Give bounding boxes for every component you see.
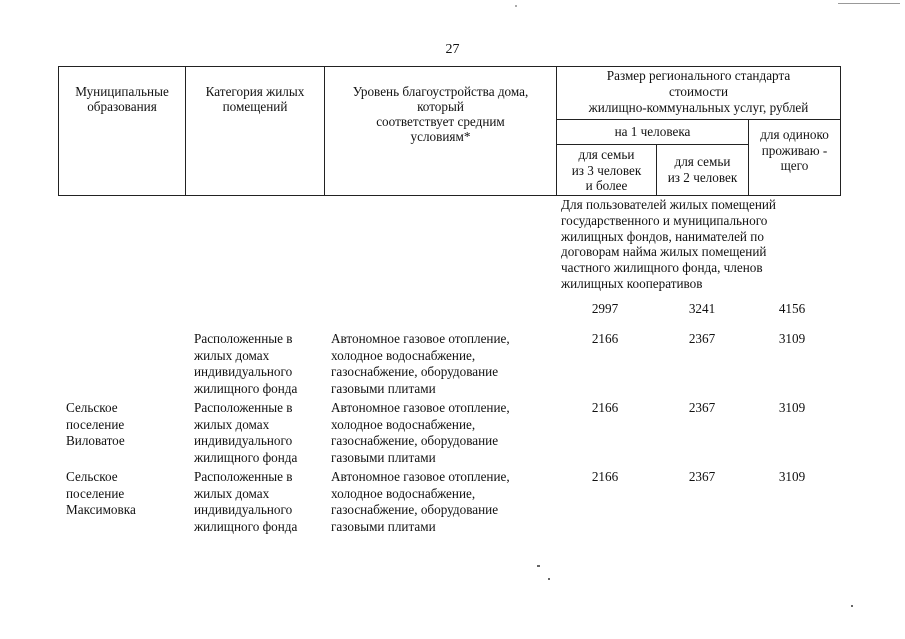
row-level: Автономное газовое отопление, холодное водоснабжение, газоснабжение, оборудование газовыми плитами	[331, 469, 510, 534]
row-municipality: Сельское поселение Максимовка	[66, 469, 136, 517]
header-standard-size: Размер регионального стандарта стоимости жилищно-коммунальных услуг, рублей	[588, 68, 809, 115]
section-value-single: 4156	[778, 301, 806, 316]
section-note: Для пользователей жилых помещений государственного и муниципального жилищных фондов, нанимателей по договорам найма жилых помещений частного жилищного фонда, членов жилищных кооперативов	[561, 197, 776, 291]
row-value-family3: 2166	[591, 469, 619, 484]
table-divider	[556, 119, 840, 120]
scan-speck	[548, 578, 550, 580]
row-value-family2: 2367	[688, 469, 716, 484]
row-category: Расположенные в жилых домах индивидуального жилищного фонда	[194, 331, 298, 396]
header-housing-category: Категория жилых помещений	[205, 84, 305, 114]
row-value-single: 3109	[778, 469, 806, 484]
row-value-single: 3109	[778, 331, 806, 346]
row-category: Расположенные в жилых домах индивидуального жилищного фонда	[194, 400, 298, 465]
table-header	[58, 66, 841, 196]
scan-speck	[851, 605, 853, 607]
header-per-person: на 1 человека	[614, 124, 691, 139]
scan-speck	[838, 3, 900, 4]
row-value-family3: 2166	[591, 400, 619, 415]
header-single: для одиноко проживаю - щего	[760, 127, 829, 173]
row-value-family2: 2367	[688, 331, 716, 346]
row-category: Расположенные в жилых домах индивидуального жилищного фонда	[194, 469, 298, 534]
header-municipalities: Муниципальные образования	[75, 84, 169, 114]
header-family-2: для семьи из 2 человек	[667, 154, 738, 185]
page-number: 27	[445, 42, 460, 57]
scan-speck	[537, 565, 540, 567]
section-value-family2: 3241	[688, 301, 716, 316]
row-municipality: Сельское поселение Виловатое	[66, 400, 125, 448]
header-family-3: для семьи из 3 человек и более	[571, 147, 642, 193]
header-improvement-level: Уровень благоустройства дома, который соответствует средним условиям*	[352, 84, 529, 144]
section-value-family3: 2997	[591, 301, 619, 316]
row-value-single: 3109	[778, 400, 806, 415]
row-level: Автономное газовое отопление, холодное водоснабжение, газоснабжение, оборудование газовыми плитами	[331, 331, 510, 396]
table-divider	[556, 144, 748, 145]
row-value-family3: 2166	[591, 331, 619, 346]
row-value-family2: 2367	[688, 400, 716, 415]
scan-speck	[515, 5, 517, 7]
row-level: Автономное газовое отопление, холодное водоснабжение, газоснабжение, оборудование газовыми плитами	[331, 400, 510, 465]
